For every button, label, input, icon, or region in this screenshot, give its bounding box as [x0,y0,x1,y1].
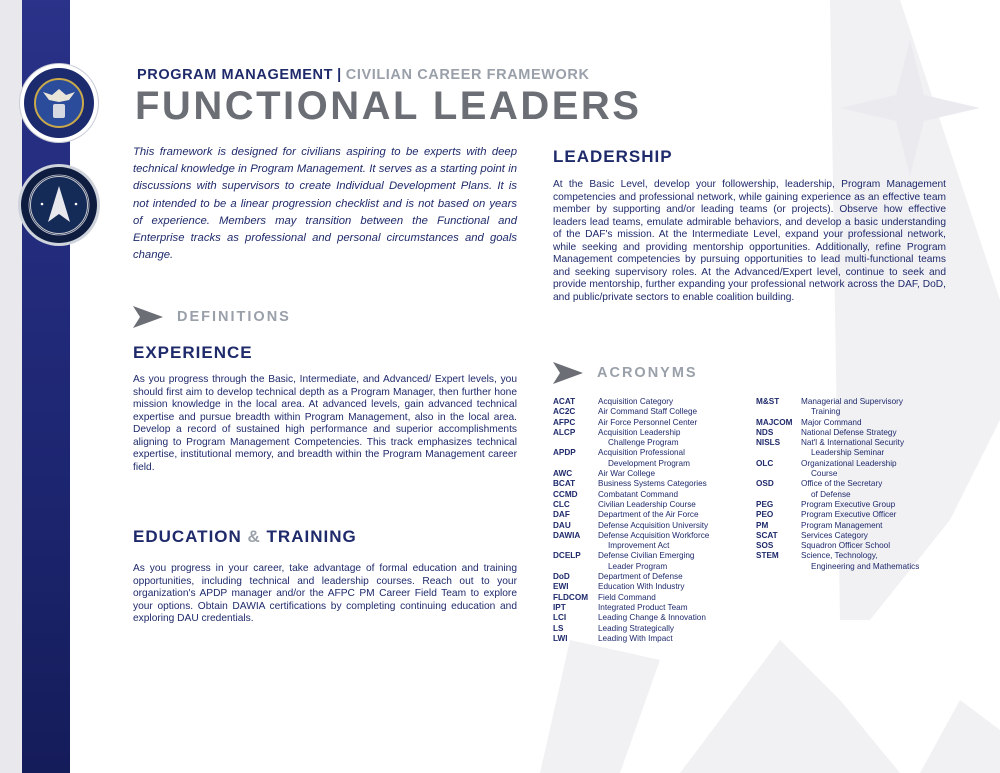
acronym-abbr: DoD [553,572,570,582]
acronym-abbr: LS [553,623,564,633]
acronym-abbr: LCI [553,613,567,623]
acronym-definition-text: Major Command [801,417,862,427]
eyebrow-secondary: CIVILIAN CAREER FRAMEWORK [345,67,590,83]
acronym-definition-continued: Improvement Act [608,541,670,551]
acronym-abbr: STEM [756,551,779,561]
acronym-definition-continued: Leadership Seminar [811,448,885,458]
acronym-abbr: PEO [756,510,774,520]
training-heading-part: TRAINING [266,527,357,546]
leadership-heading: LEADERSHIP [553,147,673,166]
acronym-item [756,459,956,480]
acronym-item [553,624,753,634]
acronym-definition [598,624,674,634]
acronym-definition [598,613,706,623]
acronym-item [756,397,956,418]
acronym-definition-text: Department of Defense [598,572,683,582]
acronym-definition [598,428,680,449]
acronym-item [553,572,753,582]
acronym-definition [801,428,897,438]
acronym-definition [801,438,904,459]
acronym-definition-text: Squadron Officer School [801,541,891,551]
acronyms-label: ACRONYMS [597,365,698,381]
education-training-heading [133,527,357,547]
acronym-definition-text: Integrated Product Team [598,602,688,612]
page-eyebrow [137,67,590,83]
acronym-abbr: PM [756,520,769,530]
acronym-definition-text: National Defense Strategy [801,427,897,437]
acronyms-section-label [553,362,698,384]
space-force-seal-icon [18,164,100,246]
acronym-definition-text: Civilian Leadership Course [598,499,696,509]
acronym-item [756,510,956,520]
acronym-abbr: MAJCOM [756,417,793,427]
acronym-definition-text: Science, Technology, [801,551,878,561]
acronym-definition [801,397,903,418]
acronym-list-left [553,397,753,644]
acronym-definition-text: Department of the Air Force [598,510,699,520]
acronym-item [756,438,956,459]
acronym-item [553,551,753,572]
eyebrow-primary: PROGRAM MANAGEMENT [137,67,334,83]
acronym-definition-text: Business Systems Categories [598,479,707,489]
acronym-definition-text: Leading With Impact [598,633,673,643]
acronym-item [756,479,956,500]
acronym-item [553,469,753,479]
acronym-definition-text: Program Executive Officer [801,510,897,520]
acronym-item [553,603,753,613]
acronym-item [756,551,956,572]
acronym-abbr: M&ST [756,397,780,406]
acronym-list-right [756,397,956,572]
acronym-abbr: NDS [756,427,774,437]
acronym-abbr: LWI [553,633,568,643]
left-stripe-gray [0,0,22,773]
acronym-abbr: OLC [756,458,774,468]
chevron-right-icon [553,362,583,384]
acronym-definition-text: Acquisition Category [598,397,674,406]
education-heading-amp: & [247,527,261,546]
acronym-definition-continued: Training [811,407,841,417]
acronym-abbr: ACAT [553,397,576,406]
acronym-item [553,593,753,603]
acronym-abbr: EWI [553,582,569,592]
acronym-definition [598,551,694,572]
experience-heading: EXPERIENCE [133,343,253,362]
acronym-definition [801,541,890,551]
acronym-definition-text: Leading Strategically [598,623,675,633]
acronym-definition [801,521,882,531]
acronym-definition [598,479,707,489]
education-body: As you progress in your career, take advantage of formal education and training opportunities, including technical and leadership courses. Reach out to your organization's APDP manager and/or the AFPC PM Career Field Team to explore your options. Obtain DAWIA certifications by completing continuing education and exploring DAU credentials. [133,563,517,624]
acronym-definition-continued: Course [811,469,838,479]
acronym-definition-continued: Engineering and Mathematics [811,561,920,571]
acronym-definition [801,510,896,520]
acronym-definition-continued: Challenge Program [608,438,679,448]
acronym-abbr: NISLS [756,438,781,448]
acronym-abbr: AWC [553,469,573,479]
acronym-item [756,531,956,541]
acronym-definition [598,500,696,510]
acronym-abbr: BCAT [553,479,576,489]
acronym-abbr: DAWIA [553,530,581,540]
acronym-definition [801,500,895,510]
acronym-definition [598,490,678,500]
acronym-item [553,521,753,531]
acronym-item [553,407,753,417]
acronym-definition [598,572,683,582]
acronym-item [553,531,753,552]
acronym-item [756,521,956,531]
acronym-definition-text: Defense Acquisition Workforce [598,530,710,540]
acronym-definition-text: Office of the Secretary [801,479,883,489]
acronym-abbr: ALCP [553,427,576,437]
acronym-definition [598,634,673,644]
acronym-definition-text: Field Command [598,592,656,602]
acronym-definition [598,582,684,592]
acronym-item [553,510,753,520]
acronym-item [756,500,956,510]
acronym-definition [801,551,919,572]
acronym-abbr: PEG [756,499,774,509]
acronym-abbr: IPT [553,602,566,612]
acronym-item [553,490,753,500]
acronym-item [553,634,753,644]
acronym-definition-text: Program Executive Group [801,499,896,509]
acronym-definition [598,593,656,603]
acronym-definition-text: Nat'l & International Security [801,438,905,448]
acronym-definition-continued: of Defense [811,489,851,499]
acronym-definition [801,418,862,428]
acronym-definition-text: Defense Civilian Emerging [598,551,695,561]
acronym-definition [598,531,709,552]
chevron-right-icon [133,306,163,328]
acronym-abbr: DAF [553,510,570,520]
education-heading-part: EDUCATION [133,527,242,546]
acronym-definition-continued: Development Program [608,458,690,468]
leadership-body: At the Basic Level, develop your followership, leadership, Program Management competencies and professional network, while gaining experience as an effective team member by supporting and/or leading teams (or projects). Observe how effective leaders lead teams, emulate admirable behaviors, and develop a basic understanding of the DAF's mission. At the Intermediate Level, expand your professional network, while seeking and providing mentorship opportunities. Additionally, refine Program Management competencies by pursuing opportunities to lead multi-functional teams and seeking supervisory roles. At the Advanced/Expert level, continue to seek and provide mentorship, further expanding your professional network across the DAF, DoD, and public/private sectors to enable coalition building. [553,179,946,303]
acronym-definition-text: Air Force Personnel Center [598,417,698,427]
acronym-abbr: CCMD [553,489,578,499]
acronym-item [553,500,753,510]
acronym-abbr: AFPC [553,417,576,427]
acronym-abbr: SOS [756,541,774,551]
acronym-definition [801,459,897,480]
acronym-definition [598,418,697,428]
acronym-definition [801,531,868,541]
acronym-abbr: AC2C [553,407,576,417]
acronym-item [553,582,753,592]
acronym-item [553,613,753,623]
acronym-definition [598,521,708,531]
acronym-definition [598,510,699,520]
acronym-abbr: APDP [553,448,576,458]
acronym-definition [598,469,655,479]
acronym-definition [598,397,673,407]
acronym-abbr: OSD [756,479,774,489]
experience-body: As you progress through the Basic, Intermediate, and Advanced/ Expert levels, you should first aim to develop technical depth as a Program Manager, then further hone mission knowledge in the local area. At advanced levels, gain advanced technical expertise and pursue breadth within Program Management, also in the local area. Develop a record of sustained high performance and superior accomplishments aligning to Program Management Competencies. This track emphasizes technical expertise, institutional memory, and breadth within the Program Management career field. [133,374,517,473]
acronym-item [553,448,753,469]
acronym-item [553,479,753,489]
acronym-definition-text: Education With Industry [598,582,685,592]
acronym-definition-text: Air War College [598,469,656,479]
eyebrow-separator: | [337,67,342,83]
acronym-definition-text: Air Command Staff College [598,407,698,417]
acronym-abbr: SCAT [756,530,778,540]
acronym-definition-text: Defense Acquisition University [598,520,709,530]
acronym-item [756,418,956,428]
acronym-abbr: DCELP [553,551,581,561]
acronym-definition-text: Services Category [801,530,868,540]
acronym-item [553,428,753,449]
page-title: FUNCTIONAL LEADERS [135,84,642,128]
acronym-abbr: DAU [553,520,571,530]
acronym-item [553,418,753,428]
acronym-item [756,428,956,438]
intro-paragraph: This framework is designed for civilians aspiring to be experts with deep technical knowledge in Program Management. It serves as a starting point in discussions with supervisors to create Individual Development Plans. It is not intended to be a linear progression checklist and is not based on years of experience. Members may transition between the Functional and Enterprise tracks as professional and personal circumstances and goals change. [133,146,517,262]
definitions-label: DEFINITIONS [177,309,291,325]
acronym-definition-text: Combatant Command [598,489,679,499]
acronym-definition-text: Managerial and Supervisory [801,397,903,406]
acronym-abbr: CLC [553,499,570,509]
definitions-section-label [133,306,291,328]
acronym-definition [598,407,697,417]
acronym-definition [801,479,882,500]
air-force-seal-icon [20,64,98,142]
acronym-definition-text: Program Management [801,520,883,530]
acronym-definition [598,603,688,613]
acronym-abbr: FLDCOM [553,592,589,602]
acronym-definition-text: Acquisition Professional [598,448,685,458]
acronym-definition-text: Leading Change & Innovation [598,613,706,623]
acronym-item [756,541,956,551]
acronym-definition-text: Acquisition Leadership [598,427,681,437]
acronym-definition [598,448,690,469]
acronym-definition-continued: Leader Program [608,561,668,571]
acronym-definition-text: Organizational Leadership [801,458,897,468]
acronym-item [553,397,753,407]
